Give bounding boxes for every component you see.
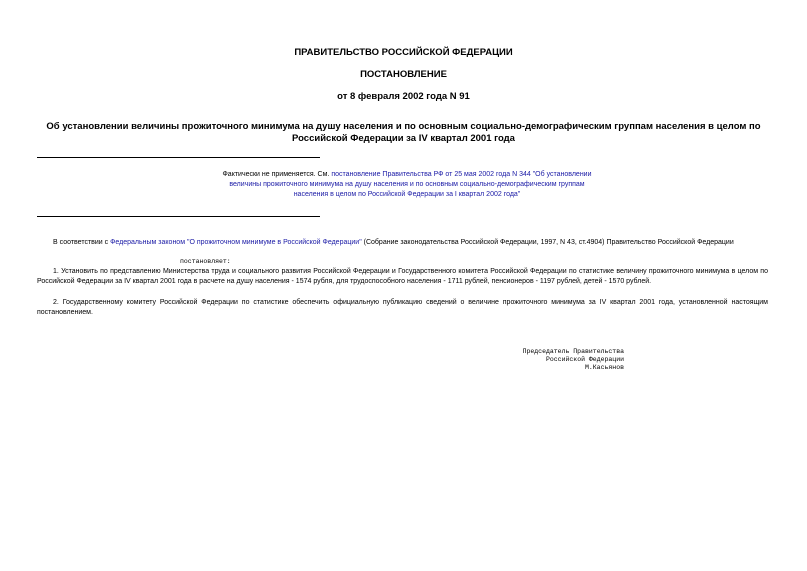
decree-item-2: 2. Государственному комитету Российской Федерации по статистике обеспечить официальную публикацию сведений о величине прожиточного минимума за IV квартал 2001 года, установленной настоящим постановлением.	[37, 299, 768, 316]
bottom-divider	[37, 216, 320, 217]
decree-item-1: 1. Установить по представлению Министерства труда и социального развития Российской Федерации и Государственного комитета Российской Федерации по статистике величину прожиточного минимума в целом по Российской Федерации за IV квартал 2001 года в расчете на душу населения - 1574 рубля, для трудоспособного населения - 1711 рублей, пенсионеров - 1197 рублей, детей - 1570 рублей.	[37, 268, 768, 285]
preamble	[37, 238, 772, 248]
signature-line-title: Председатель Правительства	[522, 348, 624, 355]
federal-law-link[interactable]: Федеральным законом "О прожиточном минимуме в Российской Федерации"	[110, 239, 362, 246]
document-type-heading: ПОСТАНОВЛЕНИЕ	[360, 69, 447, 80]
document-title: Об установлении величины прожиточного минимума на душу населения и по основным социально-демографическим группам населения в целом по Российской Федерации за IV квартал 2001 года	[46, 121, 761, 144]
editorial-note	[212, 170, 602, 200]
preamble-prefix: В соответствии с	[53, 239, 111, 246]
signature-block	[470, 348, 624, 372]
editorial-note-prefix: Фактически не применяется. См.	[222, 171, 332, 178]
top-divider	[37, 157, 320, 158]
preamble-suffix: (Собрание законодательства Российской Федерации, 1997, N 43, ст.4904) Правительство Российской Федерации	[361, 239, 734, 246]
signature-line-name: М.Касьянов	[584, 364, 624, 371]
decree-word: постановляет:	[180, 258, 231, 265]
signature-line-org: Российской Федерации	[545, 356, 624, 363]
superseding-decree-link[interactable]: постановление Правительства РФ от 25 мая 2002 года N 344 "Об установлении величины прожиточного минимума на душу населения и по основным социально-демографическим группам населения в целом по Российской Федерации за I квартал 2002 года"	[229, 171, 592, 198]
document-date-number: от 8 февраля 2002 года N 91	[337, 91, 470, 102]
government-heading: ПРАВИТЕЛЬСТВО РОССИЙСКОЙ ФЕДЕРАЦИИ	[294, 47, 513, 58]
